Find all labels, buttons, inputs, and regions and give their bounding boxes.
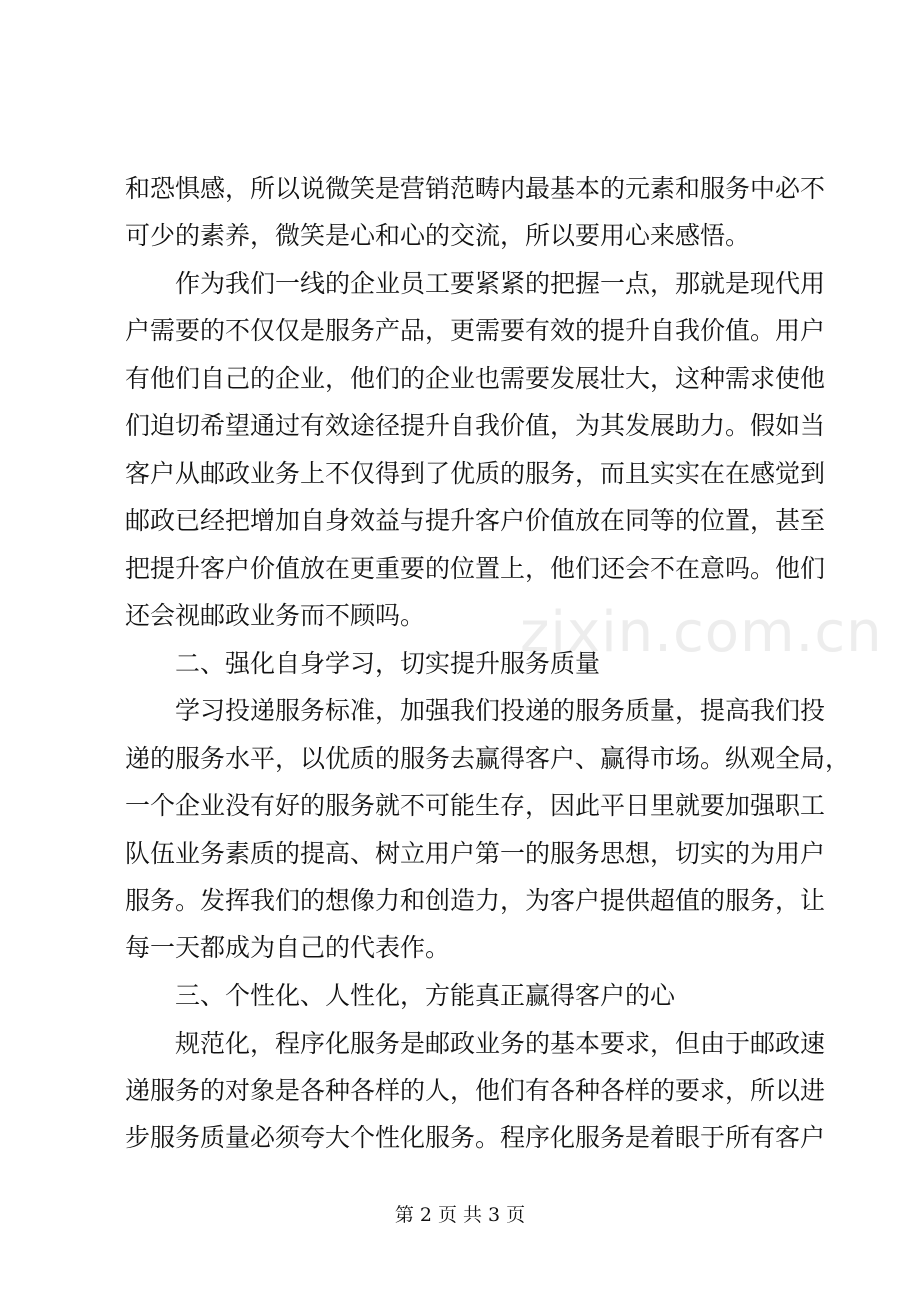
text-line: 和恐惧感，所以说微笑是营销范畴内最基本的元素和服务中必不 — [125, 174, 826, 203]
text-line: 作为我们一线的企业员工要紧紧的把握一点，那就是现代用 — [175, 269, 826, 298]
text-line: 户需要的不仅仅是服务产品，更需要有效的提升自我价值。用户 — [125, 316, 826, 345]
text-line: 递的服务水平，以优质的服务去赢得客户、赢得市场。纵观全局， — [125, 744, 851, 773]
text-line: 队伍业务素质的提高、树立用户第一的服务思想，切实的为用户 — [125, 839, 826, 868]
text-line: 客户从邮政业务上不仅得到了优质的服务，而且实实在在感觉到 — [125, 459, 826, 488]
text-line: 服务。发挥我们的想像力和创造力，为客户提供超值的服务，让 — [125, 886, 826, 915]
text-line: 邮政已经把增加自身效益与提升客户价值放在同等的位置，甚至 — [125, 506, 826, 535]
section-heading: 二、强化自身学习，切实提升服务质量 — [175, 649, 601, 678]
text-line: 规范化，程序化服务是邮政业务的基本要求，但由于邮政速 — [175, 1029, 826, 1058]
text-line: 有他们自己的企业，他们的企业也需要发展壮大，这种需求使他 — [125, 364, 826, 393]
page-footer: 第 2 页 共 3 页 — [394, 1204, 526, 1226]
text-line: 每一天都成为自己的代表作。 — [125, 933, 451, 962]
text-line: 还会视邮政业务而不顾吗。 — [125, 601, 426, 630]
text-line: 步服务质量必须夸大个性化服务。程序化服务是着眼于所有客户 — [125, 1123, 826, 1152]
text-line: 学习投递服务标准，加强我们投递的服务质量，提高我们投 — [175, 696, 826, 725]
text-line: 把提升客户价值放在更重要的位置上，他们还会不在意吗。他们 — [125, 554, 826, 583]
text-line: 一个企业没有好的服务就不可能生存，因此平日里就要加强职工 — [125, 791, 826, 820]
text-line: 可少的素养，微笑是心和心的交流，所以要用心来感悟。 — [125, 221, 751, 250]
section-heading: 三、个性化、人性化，方能真正赢得客户的心 — [175, 981, 676, 1010]
watermark: zixin.com.cn — [520, 600, 883, 665]
text-line: 们迫切希望通过有效途径提升自我价值，为其发展助力。假如当 — [125, 411, 826, 440]
text-line: 递服务的对象是各种各样的人，他们有各种各样的要求，所以进 — [125, 1076, 826, 1105]
